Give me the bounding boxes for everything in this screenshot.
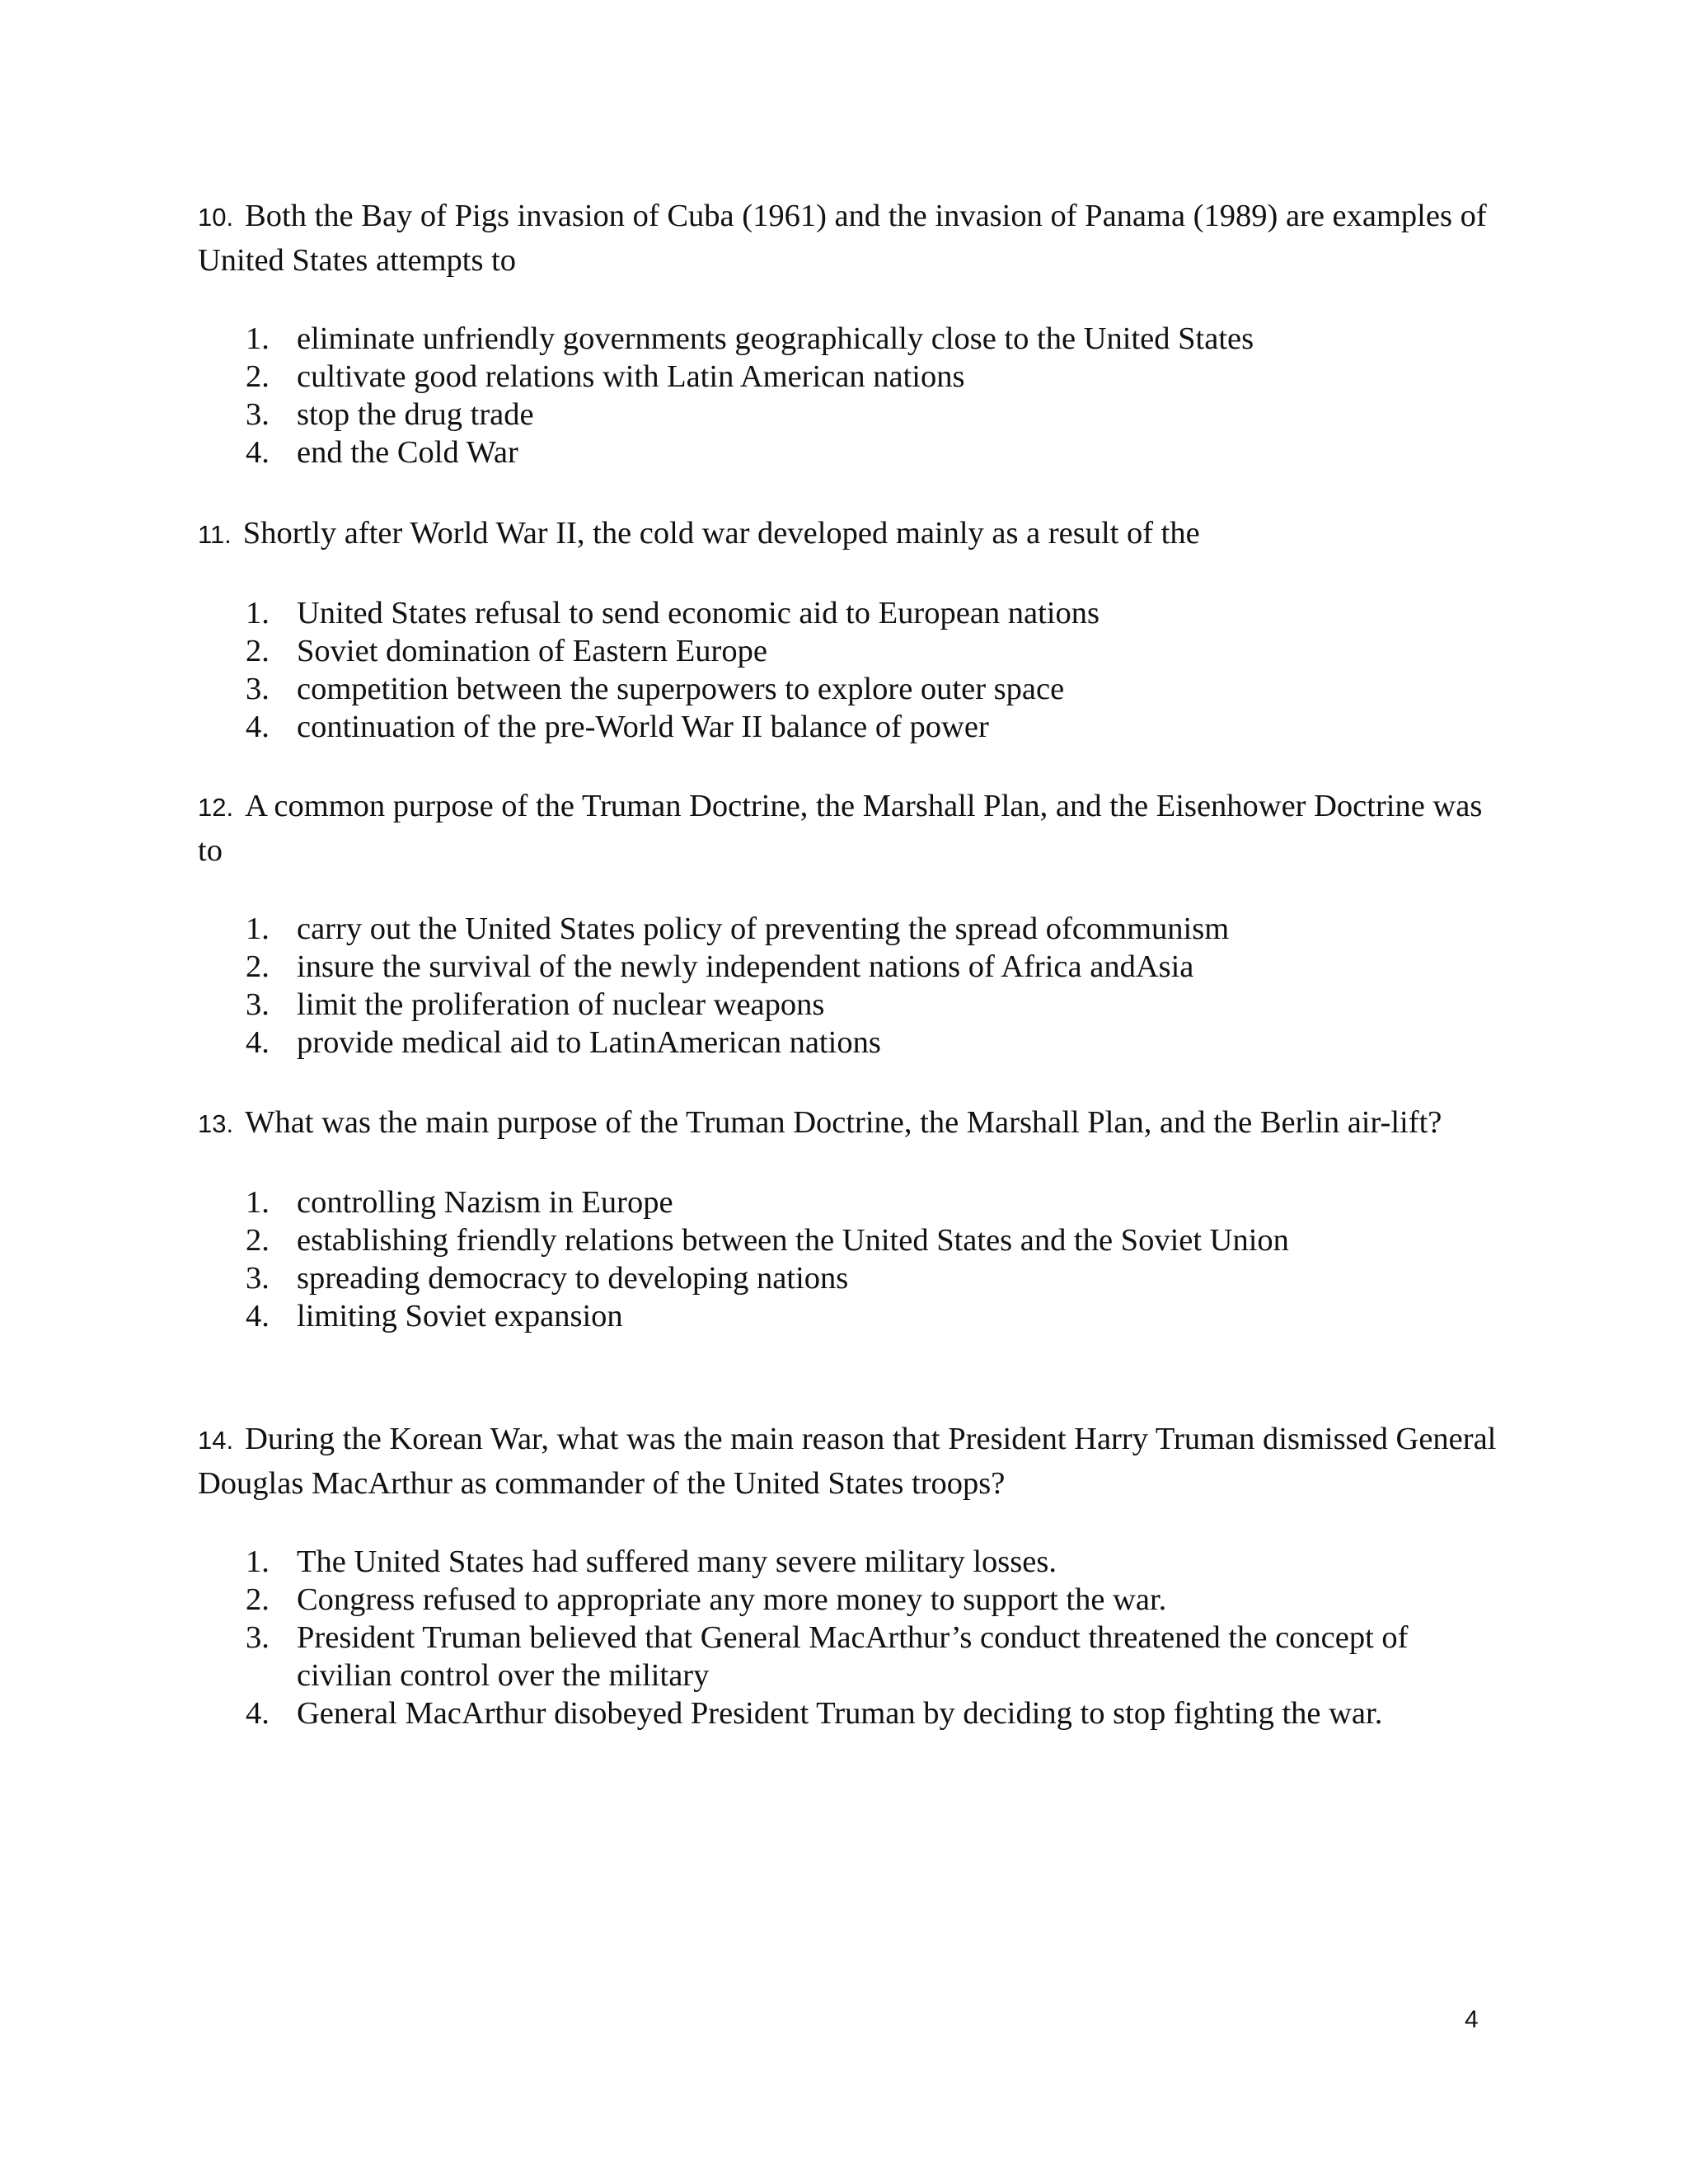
choice-number: 4. <box>246 1299 270 1333</box>
choice-number: 3. <box>246 672 270 706</box>
choice-text: competition between the superpowers to explore outer space <box>297 672 1065 706</box>
answer-choice <box>198 986 1500 1024</box>
choice-number: 4. <box>246 1025 270 1060</box>
answer-choice <box>198 1297 1500 1335</box>
choice-number: 3. <box>246 987 270 1022</box>
choice-text: spreading democracy to developing nations <box>297 1261 849 1296</box>
question-13 <box>198 1101 1500 1335</box>
choice-text: limiting Soviet expansion <box>297 1299 623 1333</box>
answer-choices <box>198 1183 1500 1335</box>
question-stem <box>198 1418 1500 1505</box>
question-text: Shortly after World War II, the cold war developed mainly as a result of the <box>242 516 1200 551</box>
choice-number: 1. <box>246 1185 270 1220</box>
choice-number: 2. <box>246 359 270 394</box>
choice-text: establishing friendly relations between the United States and the Soviet Union <box>297 1223 1289 1258</box>
choice-number: 2. <box>246 1223 270 1258</box>
choice-number: 2. <box>246 949 270 984</box>
answer-choice <box>198 358 1500 396</box>
question-text: Both the Bay of Pigs invasion of Cuba (1961) and the invasion of Panama (1989) are examples of United States attempts to <box>198 199 1487 278</box>
choice-number: 1. <box>246 596 270 630</box>
answer-choice <box>198 434 1500 471</box>
answer-choice <box>198 1694 1500 1732</box>
question-number: 14. <box>198 1426 234 1455</box>
choice-number: 4. <box>246 435 270 470</box>
choice-text: cultivate good relations with Latin American nations <box>297 359 965 394</box>
answer-choice <box>198 632 1500 670</box>
question-14 <box>198 1418 1500 1732</box>
choice-number: 3. <box>246 397 270 432</box>
answer-choice <box>198 594 1500 632</box>
answer-choice <box>198 1543 1500 1581</box>
choice-number: 1. <box>246 321 270 356</box>
choice-text: United States refusal to send economic aid to European nations <box>297 596 1100 630</box>
answer-choice <box>198 708 1500 746</box>
choice-number: 1. <box>246 1544 270 1579</box>
answer-choices <box>198 1543 1500 1732</box>
answer-choice <box>198 396 1500 434</box>
question-stem <box>198 1101 1500 1146</box>
question-stem <box>198 785 1500 872</box>
question-11 <box>198 512 1500 746</box>
answer-choices <box>198 594 1500 746</box>
choice-text: The United States had suffered many severe military losses. <box>297 1544 1057 1579</box>
choice-text: provide medical aid to LatinAmerican nations <box>297 1025 881 1060</box>
question-text: What was the main purpose of the Truman Doctrine, the Marshall Plan, and the Berlin air-lift? <box>245 1105 1442 1140</box>
choice-text: end the Cold War <box>297 435 518 470</box>
answer-choices <box>198 910 1500 1062</box>
choice-text: continuation of the pre-World War II balance of power <box>297 710 989 744</box>
choice-text: Congress refused to appropriate any more money to support the war. <box>297 1582 1167 1617</box>
question-10 <box>198 194 1500 471</box>
answer-choice <box>198 670 1500 708</box>
choice-text: controlling Nazism in Europe <box>297 1185 673 1220</box>
answer-choice <box>198 320 1500 358</box>
answer-choices <box>198 320 1500 471</box>
choice-number: 2. <box>246 1582 270 1617</box>
choice-number: 4. <box>246 1696 270 1731</box>
answer-choice <box>198 1183 1500 1221</box>
choice-text: limit the proliferation of nuclear weapons <box>297 987 825 1022</box>
answer-choice <box>198 1581 1500 1619</box>
question-number: 12. <box>198 793 234 822</box>
question-number: 11. <box>198 520 232 549</box>
answer-choice <box>198 948 1500 986</box>
choice-number: 3. <box>246 1261 270 1296</box>
choice-number: 4. <box>246 710 270 744</box>
choice-text: President Truman believed that General MacArthur’s conduct threatened the concept of civilian control over the military <box>297 1620 1409 1693</box>
answer-choice <box>198 910 1500 948</box>
question-text: During the Korean War, what was the main reason that President Harry Truman dismissed General Douglas MacArthur as commander of the United States troops? <box>198 1422 1497 1501</box>
question-number: 10. <box>198 203 234 232</box>
choice-number: 3. <box>246 1620 270 1655</box>
answer-choice <box>198 1221 1500 1259</box>
answer-choice <box>198 1259 1500 1297</box>
choice-number: 1. <box>246 912 270 946</box>
choice-text: Soviet domination of Eastern Europe <box>297 634 767 668</box>
question-stem <box>198 512 1500 556</box>
answer-choice <box>198 1619 1500 1694</box>
question-stem <box>198 194 1500 282</box>
answer-choice <box>198 1024 1500 1062</box>
choice-text: carry out the United States policy of preventing the spread ofcommunism <box>297 912 1230 946</box>
question-12 <box>198 785 1500 1062</box>
question-number: 13. <box>198 1109 234 1138</box>
choice-text: General MacArthur disobeyed President Truman by deciding to stop fighting the war. <box>297 1696 1383 1731</box>
page-number: 4 <box>1465 2006 1479 2033</box>
choice-text: eliminate unfriendly governments geographically close to the United States <box>297 321 1254 356</box>
choice-text: stop the drug trade <box>297 397 534 432</box>
choice-text: insure the survival of the newly independent nations of Africa andAsia <box>297 949 1194 984</box>
choice-number: 2. <box>246 634 270 668</box>
question-text: A common purpose of the Truman Doctrine, the Marshall Plan, and the Eisenhower Doctrine was to <box>198 789 1483 868</box>
